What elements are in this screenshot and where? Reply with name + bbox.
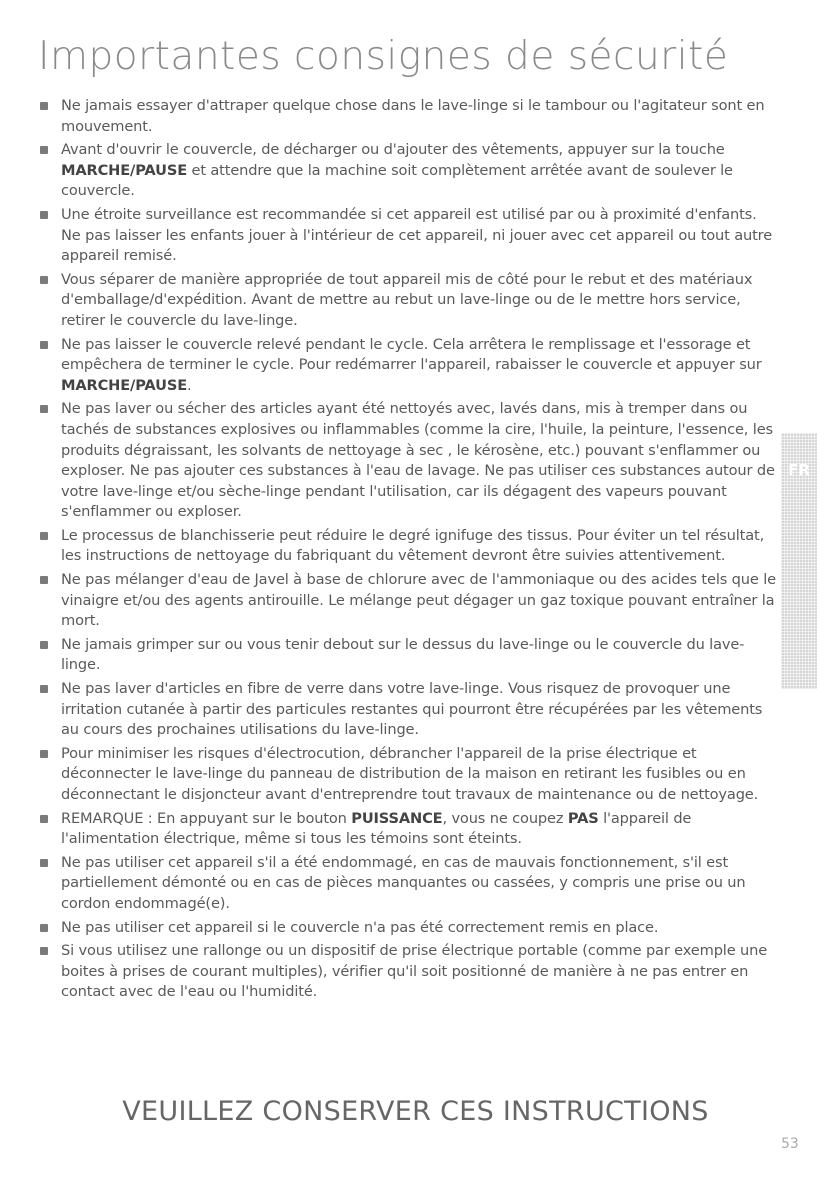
bullet-icon [40, 102, 48, 110]
item-text: Ne pas utiliser cet appareil s'il a été endommagé, en cas de mauvais fonctionnement, s'il est partiellement démonté ou en cas de pièces manquantes ou cassées, y compris une prise ou un cordon endommagé(e). [61, 853, 746, 912]
item-text: Ne pas laver d'articles en fibre de verre dans votre lave-linge. Vous risquez de provoquer une irritation cutanée à partir des particules restantes qui pourront être récupérées par les vêtements au cours des prochaines utilisations du lave-linge. [61, 680, 763, 739]
safety-item [40, 809, 778, 850]
item-text: Ne pas laver ou sécher des articles ayant été nettoyés avec, lavés dans, mis à tremper dans ou tachés de substances explosives ou inflammables (comme la cire, l'huile, la peinture, l'essence, les produits dégraissant, les solvants de nettoyage à sec , le kérosène, etc.) pouvant s'enflammer ou exploser. Ne pas ajouter ces substances à l'eau de lavage. Ne pas utiliser ces substances autour de votre lave-linge et/ou sèche-linge pendant l'utilisation, car ils dégagent des vapeurs pouvant s'enflammer ou exploser. [61, 400, 775, 521]
safety-item [40, 918, 778, 939]
safety-item [40, 335, 778, 397]
safety-item [40, 853, 778, 915]
safety-item [40, 270, 778, 332]
safety-item [40, 635, 778, 676]
bullet-icon [40, 685, 48, 693]
bullet-icon [40, 211, 48, 219]
safety-item [40, 526, 778, 567]
item-text: Vous séparer de manière appropriée de tout appareil mis de côté pour le rebut et des matériaux d'emballage/d'expédition. Avant de mettre au rebut un lave-linge ou de le mettre hors service, retirer le couvercle du lave-linge. [61, 270, 753, 329]
item-text: Ne jamais grimper sur ou vous tenir debout sur le dessus du lave-linge ou le couvercle du lave-linge. [61, 635, 745, 674]
button-name: MARCHE/PAUSE [61, 376, 188, 394]
safety-item [40, 744, 778, 806]
language-side-tab [781, 433, 817, 689]
bullet-icon [40, 641, 48, 649]
safety-item [40, 140, 778, 202]
language-tab-label: FR [788, 461, 810, 479]
item-text: , vous ne coupez [442, 809, 568, 827]
safety-item [40, 679, 778, 741]
button-name: MARCHE/PAUSE [61, 161, 188, 179]
bullet-icon [40, 815, 48, 823]
safety-item [40, 399, 778, 523]
button-name: PUISSANCE [351, 809, 443, 827]
item-text: Ne pas utiliser cet appareil si le couvercle n'a pas été correctement remis en place. [61, 918, 659, 936]
item-text: Ne pas mélanger d'eau de Javel à base de chlorure avec de l'ammoniaque ou des acides tels que le vinaigre et/ou des agents antirouille. Le mélange peut dégager un gaz toxique pouvant entraîner la mort. [61, 571, 776, 630]
bullet-icon [40, 576, 48, 584]
item-text: Avant d'ouvrir le couvercle, de décharger ou d'ajouter des vêtements, appuyer sur la touche [61, 141, 725, 159]
bullet-icon [40, 947, 48, 955]
item-text: l'appareil de l'alimentation électrique, même si tous les témoins sont éteints. [61, 809, 692, 848]
bullet-icon [40, 859, 48, 867]
item-text: Une étroite surveillance est recommandée si cet appareil est utilisé par ou à proximité d'enfants. Ne pas laisser les enfants jouer à l'intérieur de cet appareil, ni jouer avec cet appareil ou tout autre appareil remisé. [61, 205, 773, 265]
item-text: Si vous utilisez une rallonge ou un dispositif de prise électrique portable (comme par exemple une boites à prises de courant multiples), vérifier qu'il soit positionné de manière à ne pas entrer en contact avec de l'eau ou l'humidité. [61, 942, 768, 1001]
item-text: Ne jamais essayer d'attraper quelque chose dans le lave-linge si le tambour ou l'agitateur sont en mouvement. [61, 97, 765, 135]
safety-item [40, 570, 778, 632]
item-text: REMARQUE : En appuyant sur le bouton [61, 809, 352, 827]
safety-item [40, 96, 778, 137]
item-text: et attendre que la machine soit complètement arrêtée avant de soulever le couvercle. [61, 161, 733, 200]
bullet-icon [40, 750, 48, 758]
bullet-icon [40, 341, 48, 349]
item-text: Le processus de blanchisserie peut réduire le degré ignifuge des tissus. Pour éviter un tel résultat, les instructions de nettoyage du fabriquant du vêtement devront être suivies attentivement. [61, 526, 765, 565]
safety-item [40, 941, 778, 1003]
bullet-icon [40, 276, 48, 284]
bullet-icon [40, 146, 48, 154]
page-title: Importantes consignes de sécurité [38, 34, 729, 79]
footer-heading: VEUILLEZ CONSERVER CES INSTRUCTIONS [122, 1096, 709, 1127]
safety-item [40, 205, 778, 267]
bullet-icon [40, 532, 48, 540]
bullet-icon [40, 924, 48, 932]
bullet-icon [40, 405, 48, 413]
item-text: Pour minimiser les risques d'électrocution, débrancher l'appareil de la prise électrique et déconnecter le lave-linge du panneau de distribution de la maison en retirant les fusibles ou en déconnectant le disjoncteur avant d'entreprendre tout travaux de maintenance ou de nettoyage. [61, 744, 759, 803]
button-name: PAS [567, 809, 599, 827]
item-text: . [187, 376, 192, 394]
safety-instructions-list [40, 96, 778, 1006]
item-text: Ne pas laisser le couvercle relevé pendant le cycle. Cela arrêtera le remplissage et l'essorage et empêchera de terminer le cycle. Pour redémarrer l'appareil, rabaisser le couvercle et appuyer sur [61, 335, 762, 374]
page-number: 53 [781, 1136, 799, 1152]
